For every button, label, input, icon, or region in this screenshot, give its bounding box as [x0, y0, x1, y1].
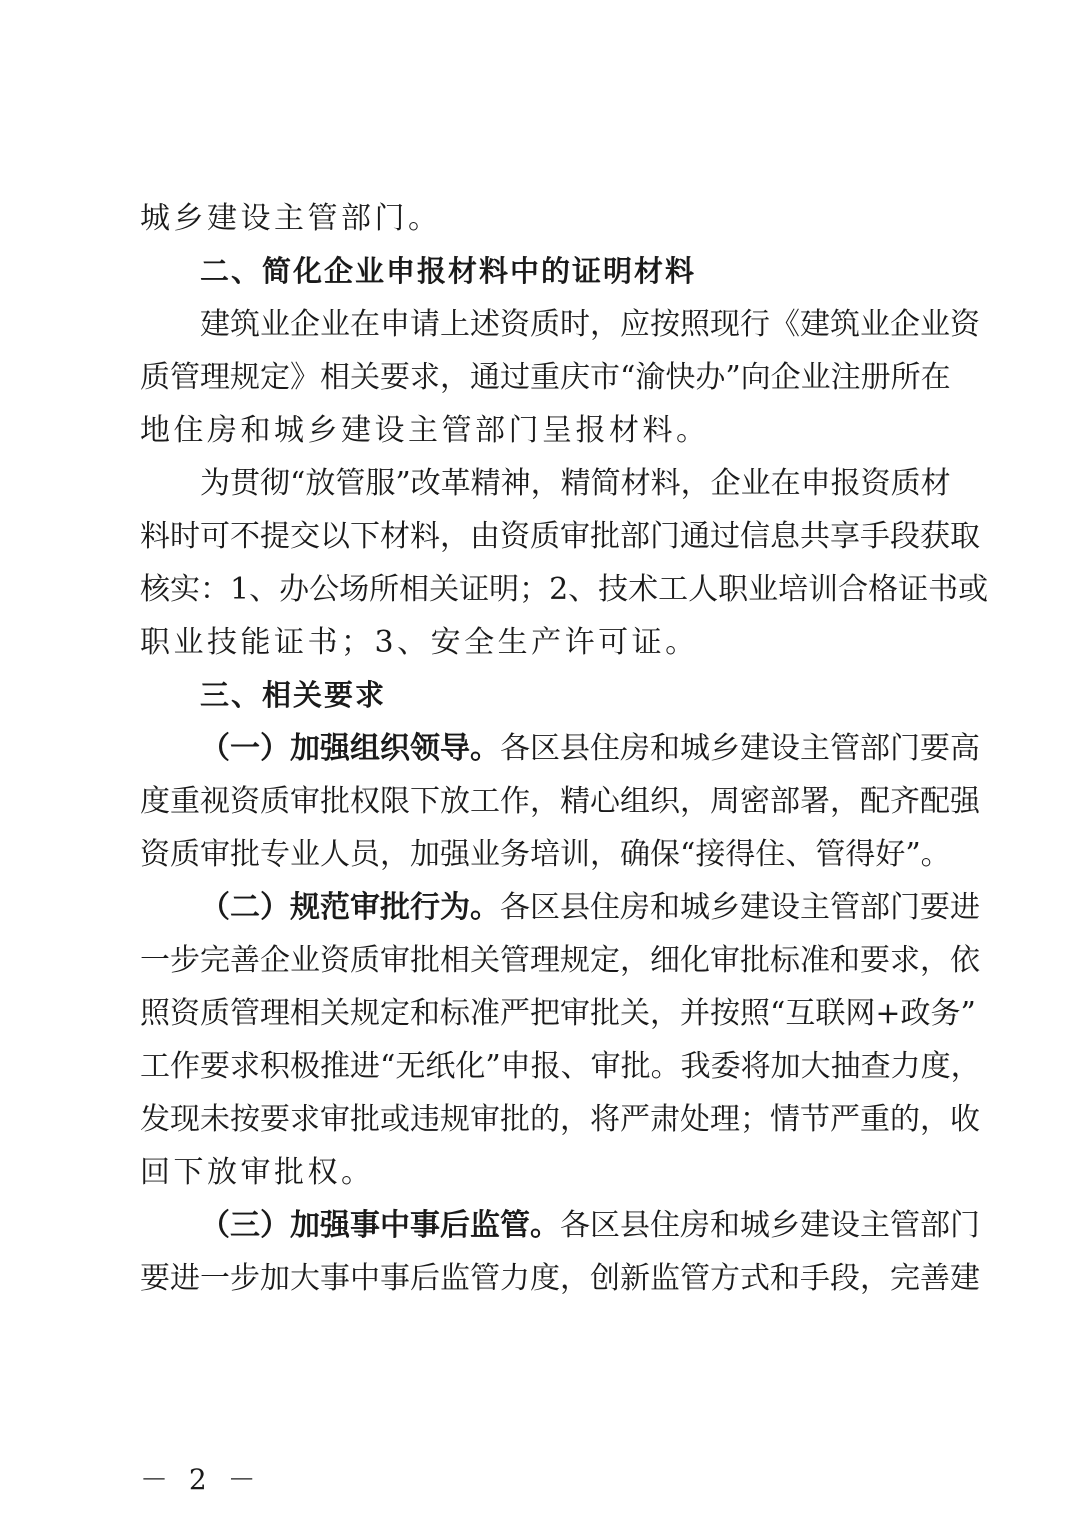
text-line: 回下放审批权。 — [140, 1155, 375, 1190]
text-line: 要进一步加大事中事后监管力度，创新监管方式和手段，完善建 — [140, 1261, 980, 1296]
text-line: 发现未按要求审批或违规审批的，将严肃处理；情节严重的，收 — [140, 1102, 980, 1137]
text-line: 资质审批专业人员，加强业务培训，确保“接得住、管得好”。 — [140, 837, 951, 872]
paragraph-start-line: 建筑业企业在申请上述资质时，应按照现行《建筑业企业资 — [200, 307, 980, 342]
text-line: 质管理规定》相关要求，通过重庆市“渝快办”向企业注册所在 — [140, 360, 951, 395]
text-line: 一步完善企业资质审批相关管理规定，细化审批标准和要求，依 — [140, 943, 980, 978]
section-heading: 二、简化企业申报材料中的证明材料 — [200, 254, 697, 288]
text-line: 核实：1、办公场所相关证明；2、技术工人职业培训合格证书或 — [140, 572, 989, 607]
text-line: 工作要求积极推进“无纸化”申报、审批。我委将加大抽查力度， — [140, 1049, 981, 1084]
text-line: 地住房和城乡建设主管部门呈报材料。 — [140, 413, 710, 448]
page-number: － 2 － — [140, 1463, 262, 1496]
section-heading: 三、相关要求 — [200, 678, 387, 712]
document-body — [140, 192, 989, 1305]
paragraph-start-line — [140, 722, 980, 775]
paragraph-start-line: 为贯彻“放管服”改革精神，精简材料，企业在申报资质材 — [200, 466, 951, 501]
paragraph-start-line — [140, 881, 980, 934]
paragraph-start-line — [140, 1199, 980, 1252]
paragraph-lead: （一）加强组织领导。 — [200, 731, 500, 766]
paragraph-text: 各区县住房和城乡建设主管部门要高 — [500, 731, 980, 766]
paragraph-lead: （三）加强事中事后监管。 — [200, 1208, 560, 1243]
text-line: 城乡建设主管部门。 — [140, 201, 442, 236]
text-line: 照资质管理相关规定和标准严把审批关，并按照“互联网+政务” — [140, 996, 976, 1031]
paragraph-text: 各区县住房和城乡建设主管部门要进 — [500, 890, 980, 925]
text-line: 料时可不提交以下材料，由资质审批部门通过信息共享手段获取 — [140, 519, 980, 554]
paragraph-text: 各区县住房和城乡建设主管部门 — [560, 1208, 980, 1243]
text-line: 职业技能证书；3、安全生产许可证。 — [140, 625, 699, 660]
text-line: 度重视资质审批权限下放工作，精心组织，周密部署，配齐配强 — [140, 784, 980, 819]
paragraph-lead: （二）规范审批行为。 — [200, 890, 500, 925]
